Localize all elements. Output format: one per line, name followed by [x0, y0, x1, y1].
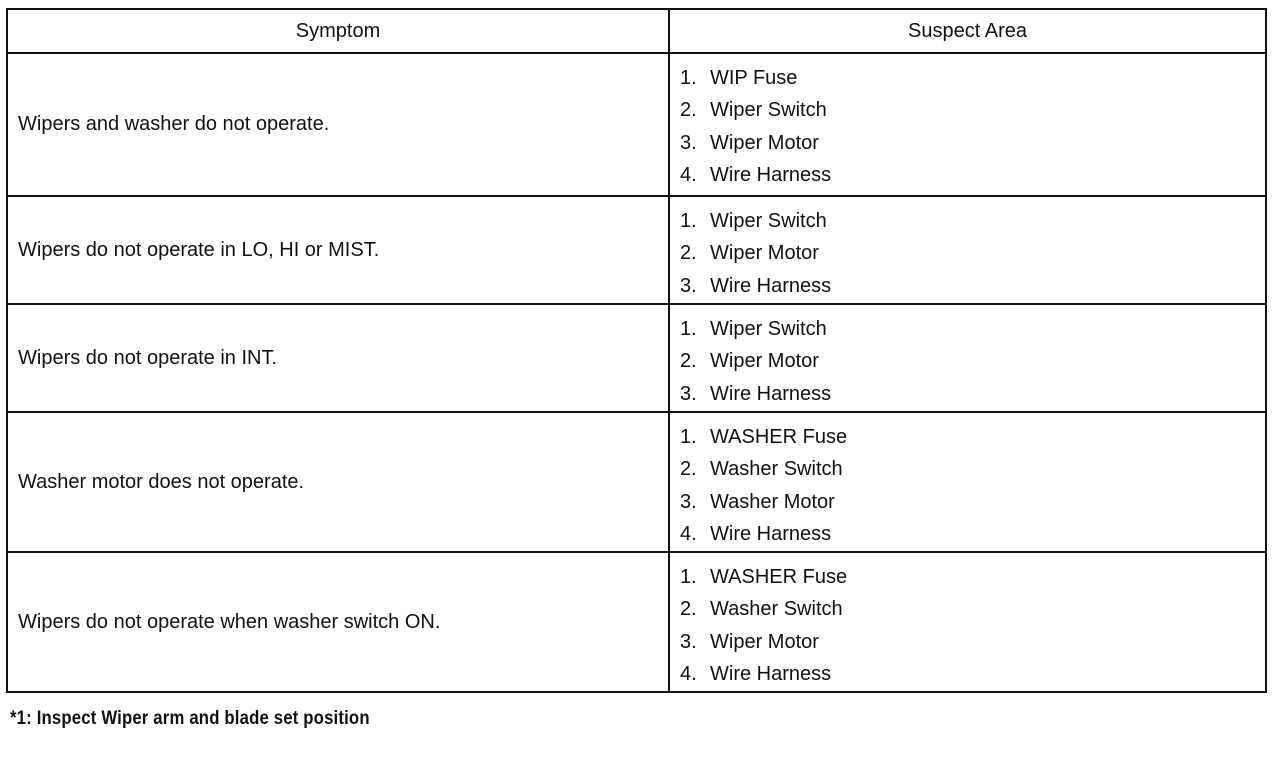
suspect-cell: [670, 413, 1265, 551]
suspect-cell: [670, 553, 1265, 691]
item-number: 2.: [680, 598, 697, 621]
item-text: Wiper Motor: [710, 242, 819, 265]
item-text: Washer Switch: [710, 458, 843, 481]
list-item: [680, 518, 1265, 550]
table-row: [8, 52, 1265, 195]
item-text: Wiper Switch: [710, 210, 827, 232]
symptom-cell: Wipers and washer do not operate.: [8, 54, 670, 195]
symptom-cell: Wipers do not operate in INT.: [8, 305, 670, 411]
item-number: 3.: [680, 382, 697, 405]
item-number: 1.: [680, 566, 697, 588]
symptom-cell: Wipers do not operate when washer switch ON.: [8, 553, 670, 691]
item-text: Wire Harness: [710, 662, 832, 685]
suspect-cell: [670, 54, 1265, 195]
item-number: 2.: [680, 350, 697, 373]
list-item: [680, 453, 1265, 485]
item-text: Wire Harness: [710, 163, 832, 186]
table-row: [8, 411, 1265, 551]
list-item: [680, 205, 1265, 237]
list-item: [680, 561, 1265, 593]
suspect-list: [670, 553, 1265, 690]
item-number: 4.: [680, 662, 697, 685]
list-item: [680, 626, 1265, 658]
list-item: [680, 127, 1265, 159]
header-suspect-area: Suspect Area: [908, 19, 1027, 42]
item-text: Wiper Motor: [710, 350, 819, 373]
list-item: [680, 313, 1265, 345]
list-item: [680, 237, 1265, 269]
item-number: 1.: [680, 210, 697, 232]
table-row: [8, 195, 1265, 303]
item-number: 1.: [680, 67, 697, 89]
item-number: 2.: [680, 458, 697, 481]
item-number: 3.: [680, 131, 697, 154]
symptom-cell: Wipers do not operate in LO, HI or MIST.: [8, 197, 670, 303]
item-number: 4.: [680, 163, 697, 186]
item-text: Wiper Switch: [710, 99, 827, 122]
item-text: Wiper Motor: [710, 131, 819, 154]
item-number: 1.: [680, 318, 697, 340]
list-item: [680, 486, 1265, 518]
list-item: [680, 62, 1265, 94]
suspect-list: [670, 305, 1265, 410]
table-header-row: [8, 10, 1265, 52]
item-number: 1.: [680, 426, 697, 448]
item-text: Wiper Switch: [710, 318, 827, 340]
item-number: 3.: [680, 274, 697, 297]
suspect-cell: [670, 305, 1265, 411]
item-number: 2.: [680, 242, 697, 265]
list-item: [680, 421, 1265, 453]
troubleshooting-table: [6, 8, 1267, 693]
item-number: 4.: [680, 522, 697, 545]
list-item: [680, 159, 1265, 191]
list-item: [680, 593, 1265, 625]
item-number: 3.: [680, 490, 697, 513]
item-number: 2.: [680, 99, 697, 122]
item-text: Wire Harness: [710, 274, 832, 297]
list-item: [680, 378, 1265, 410]
item-text: WIP Fuse: [710, 67, 798, 89]
item-text: Washer Switch: [710, 598, 843, 621]
item-text: Wire Harness: [710, 382, 832, 405]
list-item: [680, 658, 1265, 690]
item-text: WASHER Fuse: [710, 426, 848, 448]
symptom-cell: Washer motor does not operate.: [8, 413, 670, 551]
suspect-cell: [670, 197, 1265, 303]
list-item: [680, 270, 1265, 302]
footnote: *1: Inspect Wiper arm and blade set position: [10, 708, 370, 729]
item-text: Wiper Motor: [710, 630, 819, 653]
item-text: WASHER Fuse: [710, 566, 848, 588]
item-text: Washer Motor: [710, 490, 835, 513]
item-text: Wire Harness: [710, 522, 832, 545]
suspect-list: [670, 413, 1265, 550]
table-row: [8, 551, 1265, 691]
list-item: [680, 94, 1265, 126]
header-symptom: Symptom: [8, 10, 670, 52]
suspect-list: [670, 54, 1265, 191]
table-row: [8, 303, 1265, 411]
item-number: 3.: [680, 630, 697, 653]
list-item: [680, 345, 1265, 377]
suspect-list: [670, 197, 1265, 302]
